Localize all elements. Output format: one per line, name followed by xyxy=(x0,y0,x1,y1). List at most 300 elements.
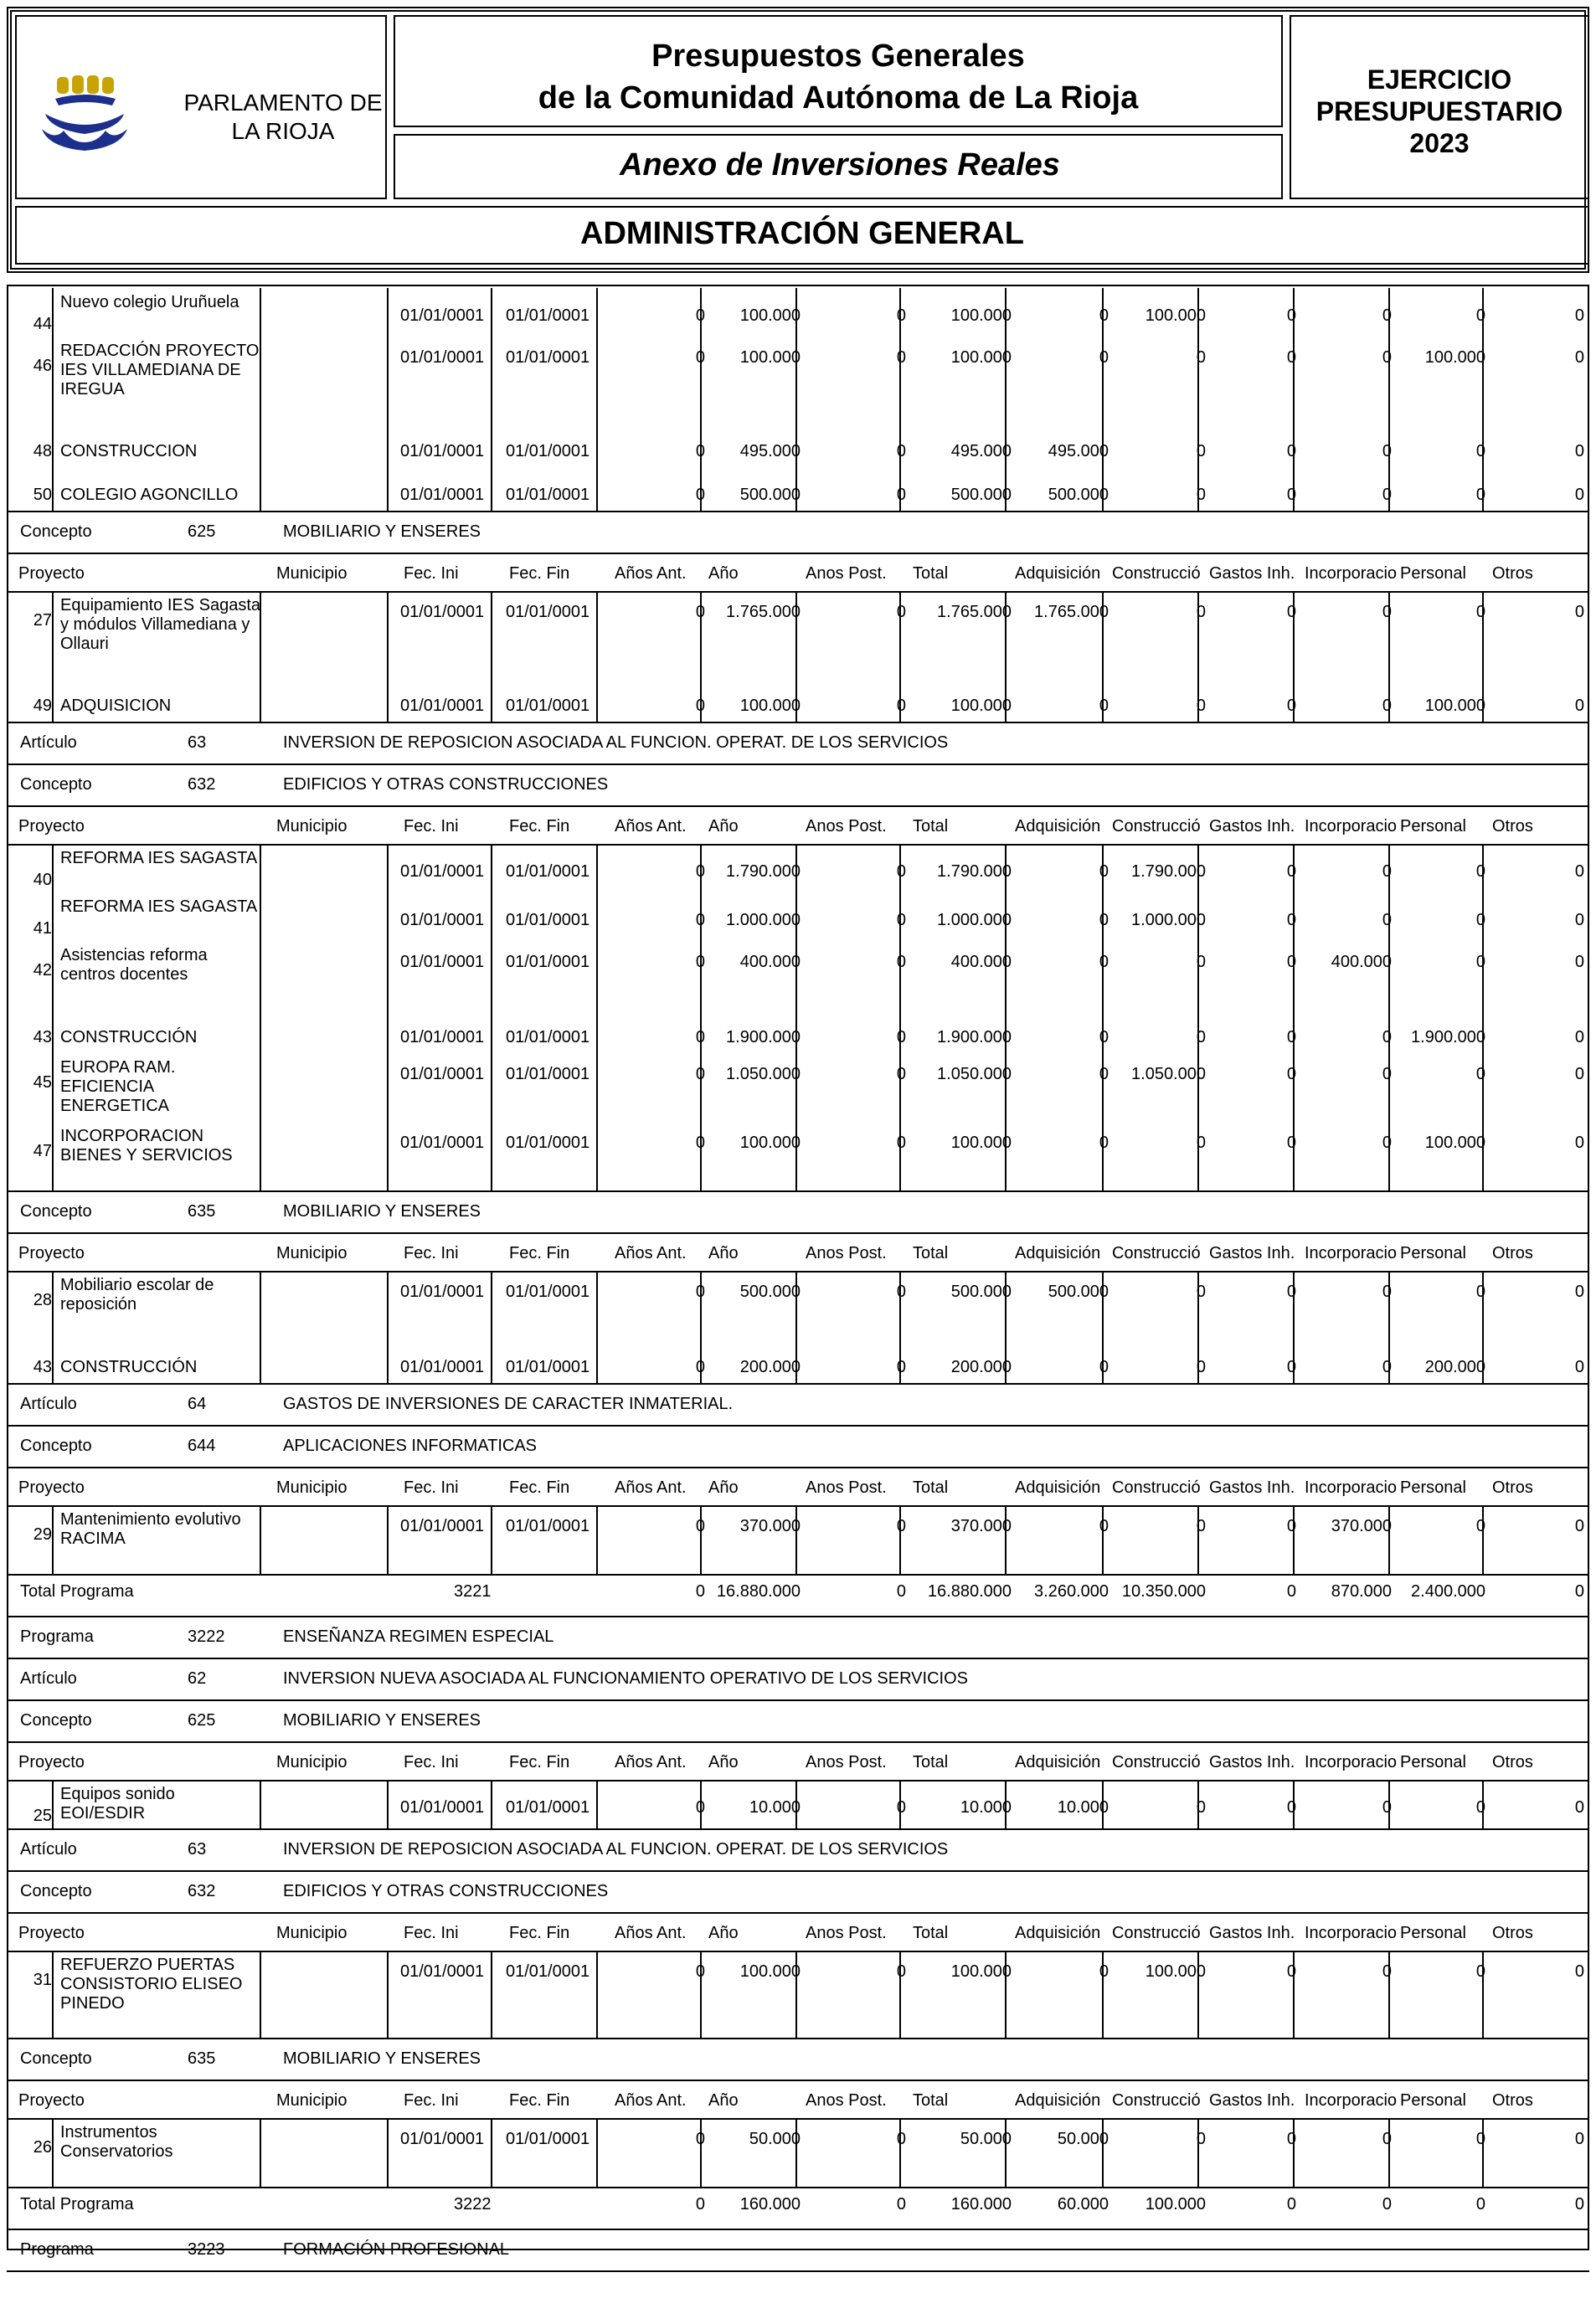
project-name: EUROPA RAM. EFICIENCIA ENERGETICA xyxy=(60,1058,176,1115)
column-header: Año xyxy=(708,564,739,583)
amount-cell: 0 xyxy=(1475,953,1485,971)
project-id: 46 xyxy=(33,357,52,375)
start-date: 01/01/0001 xyxy=(400,348,485,367)
amount-cell: 0 xyxy=(1574,1283,1584,1301)
column-header: Construcció xyxy=(1112,1478,1201,1497)
column-header: Incorporacio xyxy=(1305,1753,1398,1771)
table-row xyxy=(10,844,1586,892)
label-code: 632 xyxy=(188,1882,216,1900)
amount-cell: 500.000 xyxy=(1048,486,1109,504)
label-type: Concepto xyxy=(20,775,92,794)
column-divider xyxy=(260,2118,261,2187)
end-date: 01/01/0001 xyxy=(506,1283,590,1301)
amount-cell: 0 xyxy=(1099,1028,1109,1046)
amount-cell: 0 xyxy=(1475,1283,1485,1301)
column-header: Fec. Fin xyxy=(509,1924,570,1942)
amount-cell: 1.765.000 xyxy=(937,603,1012,621)
amount-cell: 1.000.000 xyxy=(1131,911,1206,929)
start-date: 01/01/0001 xyxy=(400,1798,485,1817)
amount-cell: 0 xyxy=(1286,442,1296,460)
column-header: Gastos Inh. xyxy=(1209,1753,1295,1771)
amount-cell: 0 xyxy=(896,953,906,971)
column-header: Total xyxy=(913,1478,949,1497)
column-divider xyxy=(596,1951,598,2038)
column-divider xyxy=(899,1505,901,1574)
column-header: Incorporacio xyxy=(1305,1244,1398,1262)
total-amount: 0 xyxy=(1286,1582,1296,1601)
column-divider xyxy=(1102,1951,1104,2038)
column-header: Fec. Fin xyxy=(509,1478,570,1497)
column-divider xyxy=(596,288,598,511)
label-type: Concepto xyxy=(20,522,92,541)
exercise-line-2: PRESUPUESTARIO xyxy=(1315,96,1563,126)
start-date: 01/01/0001 xyxy=(400,442,485,460)
amount-cell: 0 xyxy=(695,486,705,504)
section-label-row xyxy=(10,1669,1586,1691)
amount-cell: 100.000 xyxy=(739,348,801,367)
column-header: Total xyxy=(913,2091,949,2110)
row-divider xyxy=(7,2038,1589,2039)
column-header: Año xyxy=(708,2091,739,2110)
amount-cell: 0 xyxy=(695,306,705,325)
start-date: 01/01/0001 xyxy=(400,1517,485,1535)
project-id: 40 xyxy=(33,871,52,889)
amount-cell: 0 xyxy=(1382,2130,1392,2148)
column-header: Municipio xyxy=(276,564,348,583)
total-amount: 2.400.000 xyxy=(1411,1582,1485,1601)
label-code: 3222 xyxy=(188,1627,225,1646)
label-code: 644 xyxy=(188,1437,216,1455)
column-header: Adquisición xyxy=(1015,817,1101,836)
column-header: Total xyxy=(913,1244,949,1262)
title-box xyxy=(394,15,1283,127)
amount-cell: 495.000 xyxy=(739,442,801,460)
column-header: Personal xyxy=(1400,1244,1466,1262)
amount-cell: 10.000 xyxy=(960,1798,1012,1817)
column-divider xyxy=(1102,1271,1104,1383)
row-divider xyxy=(7,553,1589,554)
column-header: Total xyxy=(913,564,949,583)
project-name: INCORPORACION BIENES Y SERVICIOS xyxy=(60,1127,233,1165)
amount-cell: 0 xyxy=(1574,697,1584,715)
table-row xyxy=(10,337,1586,424)
start-date: 01/01/0001 xyxy=(400,1283,485,1301)
column-divider xyxy=(795,1505,797,1574)
total-amount: 100.000 xyxy=(1145,2195,1206,2213)
amount-cell: 0 xyxy=(1382,348,1392,367)
column-header: Construcció xyxy=(1112,2091,1201,2110)
column-header: Anos Post. xyxy=(806,817,887,836)
row-divider xyxy=(7,722,1589,723)
label-type: Concepto xyxy=(20,1437,92,1455)
label-description: APLICACIONES INFORMATICAS xyxy=(283,1437,538,1455)
start-date: 01/01/0001 xyxy=(400,953,485,971)
column-divider xyxy=(899,1951,901,2038)
amount-cell: 500.000 xyxy=(950,1283,1012,1301)
total-label: Total Programa xyxy=(20,2195,134,2213)
column-header: Municipio xyxy=(276,1478,348,1497)
end-date: 01/01/0001 xyxy=(506,348,590,367)
total-amount: 16.880.000 xyxy=(927,1582,1012,1601)
column-header: Año xyxy=(708,1244,739,1262)
amount-cell: 0 xyxy=(1286,306,1296,325)
amount-cell: 0 xyxy=(1099,911,1109,929)
amount-cell: 10.000 xyxy=(749,1798,801,1817)
amount-cell: 1.900.000 xyxy=(937,1028,1012,1046)
start-date: 01/01/0001 xyxy=(400,1028,485,1046)
column-header: Municipio xyxy=(276,1924,348,1942)
section-label-row xyxy=(10,1711,1586,1733)
section-label-row xyxy=(10,2240,1586,2262)
amount-cell: 0 xyxy=(1574,1517,1584,1535)
column-header: Gastos Inh. xyxy=(1209,817,1295,836)
column-divider xyxy=(1388,288,1390,511)
column-divider xyxy=(1388,591,1390,722)
amount-cell: 0 xyxy=(1475,2130,1485,2148)
column-header: Construcció xyxy=(1112,817,1201,836)
amount-cell: 0 xyxy=(1196,1283,1206,1301)
end-date: 01/01/0001 xyxy=(506,1962,590,1981)
amount-cell: 0 xyxy=(1196,1134,1206,1152)
amount-cell: 1.050.000 xyxy=(937,1065,1012,1083)
amount-cell: 0 xyxy=(896,911,906,929)
amount-cell: 0 xyxy=(1475,442,1485,460)
label-type: Concepto xyxy=(20,1711,92,1730)
amount-cell: 50.000 xyxy=(749,2130,801,2148)
column-header: Incorporacio xyxy=(1305,2091,1398,2110)
row-divider xyxy=(7,1425,1589,1427)
column-header: Incorporacio xyxy=(1305,817,1398,836)
label-description: INVERSION NUEVA ASOCIADA AL FUNCIONAMIENTO OPERATIVO DE LOS SERVICIOS xyxy=(283,1669,968,1688)
column-header: Año xyxy=(708,817,739,836)
table-row xyxy=(10,1339,1586,1383)
column-header: Municipio xyxy=(276,1753,348,1771)
section-label-row xyxy=(10,1202,1586,1224)
start-date: 01/01/0001 xyxy=(400,486,485,504)
column-divider xyxy=(1102,1505,1104,1574)
total-amount: 0 xyxy=(695,2195,705,2213)
amount-cell: 0 xyxy=(1574,911,1584,929)
table-row xyxy=(10,1505,1586,1574)
column-header-row xyxy=(10,1478,1586,1500)
amount-cell: 0 xyxy=(1574,486,1584,504)
amount-cell: 0 xyxy=(695,442,705,460)
amount-cell: 500.000 xyxy=(739,486,801,504)
amount-cell: 0 xyxy=(1196,1798,1206,1817)
column-header: Personal xyxy=(1400,1478,1466,1497)
start-date: 01/01/0001 xyxy=(400,1962,485,1981)
project-id: 47 xyxy=(33,1142,52,1160)
amount-cell: 0 xyxy=(1196,2130,1206,2148)
amount-cell: 0 xyxy=(1286,1798,1296,1817)
row-divider xyxy=(7,511,1589,512)
amount-cell: 100.000 xyxy=(1424,348,1485,367)
project-id: 41 xyxy=(33,919,52,938)
column-header: Total xyxy=(913,817,949,836)
amount-cell: 0 xyxy=(1196,1028,1206,1046)
column-divider xyxy=(260,1951,261,2038)
column-header: Municipio xyxy=(276,1244,348,1262)
project-id: 31 xyxy=(33,1971,52,1989)
column-header: Fec. Ini xyxy=(404,2091,459,2110)
label-code: 64 xyxy=(188,1395,207,1413)
section-box xyxy=(15,206,1589,265)
column-divider xyxy=(1197,591,1199,722)
project-name: Equipos sonido EOI/ESDIR xyxy=(60,1785,175,1823)
column-divider xyxy=(700,1780,702,1828)
amount-cell: 100.000 xyxy=(739,1962,801,1981)
column-divider xyxy=(596,591,598,722)
amount-cell: 0 xyxy=(695,1517,705,1535)
amount-cell: 0 xyxy=(1475,1798,1485,1817)
column-divider xyxy=(1102,844,1104,1190)
annex-title: Anexo de Inversiones Reales xyxy=(620,147,1060,183)
project-id: 49 xyxy=(33,697,52,715)
amount-cell: 0 xyxy=(695,1065,705,1083)
amount-cell: 0 xyxy=(1196,1517,1206,1535)
column-divider xyxy=(1197,1780,1199,1828)
amount-cell: 0 xyxy=(896,1798,906,1817)
total-row xyxy=(10,2195,1586,2217)
column-header: Adquisición xyxy=(1015,2091,1101,2110)
amount-cell: 0 xyxy=(1286,697,1296,715)
amount-cell: 0 xyxy=(1286,911,1296,929)
amount-cell: 0 xyxy=(695,1962,705,1981)
end-date: 01/01/0001 xyxy=(506,953,590,971)
column-divider xyxy=(1388,844,1390,1190)
column-divider xyxy=(52,1780,54,1828)
label-type: Concepto xyxy=(20,2049,92,2068)
amount-cell: 1.000.000 xyxy=(726,911,801,929)
column-divider xyxy=(491,288,492,511)
project-id: 26 xyxy=(33,2138,52,2157)
project-id: 28 xyxy=(33,1291,52,1309)
label-type: Artículo xyxy=(20,1669,77,1688)
end-date: 01/01/0001 xyxy=(506,1358,590,1376)
amount-cell: 0 xyxy=(1382,862,1392,881)
column-header: Incorporacio xyxy=(1305,564,1398,583)
amount-cell: 0 xyxy=(1382,1358,1392,1376)
end-date: 01/01/0001 xyxy=(506,1028,590,1046)
amount-cell: 0 xyxy=(1099,1962,1109,1981)
project-id: 50 xyxy=(33,486,52,504)
label-description: INVERSION DE REPOSICION ASOCIADA AL FUNCION. OPERAT. DE LOS SERVICIOS xyxy=(283,733,949,752)
amount-cell: 0 xyxy=(1286,1065,1296,1083)
column-divider xyxy=(260,844,261,1190)
amount-cell: 100.000 xyxy=(950,697,1012,715)
column-header: Otros xyxy=(1492,817,1533,836)
row-divider xyxy=(7,1870,1589,1872)
total-row xyxy=(10,1582,1586,1604)
end-date: 01/01/0001 xyxy=(506,697,590,715)
project-id: 42 xyxy=(33,961,52,979)
amount-cell: 0 xyxy=(896,1962,906,1981)
label-description: FORMACIÓN PROFESIONAL xyxy=(283,2240,510,2259)
total-amount: 0 xyxy=(1382,2195,1392,2213)
amount-cell: 370.000 xyxy=(1331,1517,1392,1535)
column-header: Anos Post. xyxy=(806,2091,887,2110)
column-divider xyxy=(1102,591,1104,722)
project-name: CONSTRUCCIÓN xyxy=(60,1358,198,1376)
total-amount: 0 xyxy=(1286,2195,1296,2213)
amount-cell: 100.000 xyxy=(950,306,1012,325)
amount-cell: 100.000 xyxy=(1145,1962,1206,1981)
amount-cell: 0 xyxy=(1475,1517,1485,1535)
column-divider xyxy=(1005,288,1007,511)
column-divider xyxy=(1197,1505,1199,1574)
column-divider xyxy=(1293,1780,1295,1828)
total-amount: 0 xyxy=(896,2195,906,2213)
label-code: 625 xyxy=(188,522,216,541)
table-row xyxy=(10,1271,1586,1339)
column-header: Año xyxy=(708,1924,739,1942)
label-code: 625 xyxy=(188,1711,216,1730)
column-divider xyxy=(491,591,492,722)
amount-cell: 100.000 xyxy=(1145,306,1206,325)
amount-cell: 0 xyxy=(1286,862,1296,881)
column-header: Fec. Fin xyxy=(509,1244,570,1262)
table-row xyxy=(10,467,1586,511)
column-header: Anos Post. xyxy=(806,564,887,583)
amount-cell: 0 xyxy=(695,2130,705,2148)
column-header: Construcció xyxy=(1112,1753,1201,1771)
row-divider xyxy=(7,1190,1589,1192)
label-description: MOBILIARIO Y ENSERES xyxy=(283,1202,481,1221)
end-date: 01/01/0001 xyxy=(506,862,590,881)
amount-cell: 0 xyxy=(1382,1028,1392,1046)
parliament-line-1: PARLAMENTO DE xyxy=(183,90,383,116)
parliament-logo-box xyxy=(15,15,387,199)
label-description: MOBILIARIO Y ENSERES xyxy=(283,522,481,541)
amount-cell: 1.790.000 xyxy=(1131,862,1206,881)
column-divider xyxy=(260,1780,261,1828)
label-code: 635 xyxy=(188,1202,216,1221)
amount-cell: 0 xyxy=(896,1358,906,1376)
amount-cell: 0 xyxy=(1099,862,1109,881)
label-description: MOBILIARIO Y ENSERES xyxy=(283,2049,481,2068)
column-header: Fec. Ini xyxy=(404,1478,459,1497)
amount-cell: 0 xyxy=(1574,862,1584,881)
total-amount: 160.000 xyxy=(950,2195,1012,2213)
column-header: Gastos Inh. xyxy=(1209,1244,1295,1262)
column-divider xyxy=(1482,2118,1484,2187)
amount-cell: 0 xyxy=(896,348,906,367)
column-header: Años Ant. xyxy=(615,817,687,836)
column-divider xyxy=(596,1780,598,1828)
amount-cell: 0 xyxy=(1475,862,1485,881)
end-date: 01/01/0001 xyxy=(506,306,590,325)
end-date: 01/01/0001 xyxy=(506,603,590,621)
column-header: Personal xyxy=(1400,1753,1466,1771)
annex-box xyxy=(394,134,1283,199)
table-row xyxy=(10,1053,1586,1122)
column-divider xyxy=(596,2118,598,2187)
amount-cell: 0 xyxy=(1196,486,1206,504)
row-divider xyxy=(7,1383,1589,1385)
amount-cell: 100.000 xyxy=(950,1962,1012,1981)
column-header: Adquisición xyxy=(1015,1244,1101,1262)
project-id: 43 xyxy=(33,1028,52,1046)
column-header: Años Ant. xyxy=(615,564,687,583)
section-label-row xyxy=(10,1840,1586,1862)
column-header: Gastos Inh. xyxy=(1209,2091,1295,2110)
amount-cell: 0 xyxy=(1574,1962,1584,1981)
project-name: REDACCIÓN PROYECTO IES VILLAMEDIANA DE IREGUA xyxy=(60,342,260,398)
project-name: Mobiliario escolar de reposición xyxy=(60,1276,214,1314)
total-code: 3221 xyxy=(454,1582,492,1601)
column-header: Gastos Inh. xyxy=(1209,1924,1295,1942)
label-description: INVERSION DE REPOSICION ASOCIADA AL FUNCION. OPERAT. DE LOS SERVICIOS xyxy=(283,1840,949,1859)
amount-cell: 0 xyxy=(695,1028,705,1046)
row-divider xyxy=(7,1232,1589,1234)
column-header-row xyxy=(10,1244,1586,1266)
title-line-1: Presupuestos Generales xyxy=(651,39,1025,74)
column-header: Años Ant. xyxy=(615,1478,687,1497)
amount-cell: 0 xyxy=(695,1358,705,1376)
column-divider xyxy=(596,1505,598,1574)
project-name: CONSTRUCCION xyxy=(60,442,198,460)
column-divider xyxy=(700,288,702,511)
amount-cell: 0 xyxy=(1196,603,1206,621)
project-name: REFUERZO PUERTAS CONSISTORIO ELISEO PINEDO xyxy=(60,1956,243,2013)
column-header: Otros xyxy=(1492,564,1533,583)
amount-cell: 0 xyxy=(1475,486,1485,504)
project-id: 48 xyxy=(33,442,52,460)
project-id: 25 xyxy=(33,1807,52,1825)
column-divider xyxy=(52,591,54,722)
column-divider xyxy=(260,1505,261,1574)
amount-cell: 0 xyxy=(1099,1065,1109,1083)
total-amount: 3.260.000 xyxy=(1034,1582,1109,1601)
column-divider xyxy=(700,591,702,722)
amount-cell: 200.000 xyxy=(950,1358,1012,1376)
column-divider xyxy=(1482,1780,1484,1828)
amount-cell: 1.900.000 xyxy=(1411,1028,1485,1046)
end-date: 01/01/0001 xyxy=(506,442,590,460)
section-label-row xyxy=(10,1882,1586,1904)
section-label-row xyxy=(10,1437,1586,1458)
amount-cell: 0 xyxy=(1475,306,1485,325)
label-type: Artículo xyxy=(20,733,77,752)
column-divider xyxy=(491,844,492,1190)
total-code: 3222 xyxy=(454,2195,492,2213)
amount-cell: 10.000 xyxy=(1057,1798,1109,1817)
section-title: ADMINISTRACIÓN GENERAL xyxy=(580,216,1024,251)
label-type: Programa xyxy=(20,2240,94,2259)
table-row xyxy=(10,892,1586,941)
column-header: Fec. Ini xyxy=(404,1753,459,1771)
end-date: 01/01/0001 xyxy=(506,911,590,929)
amount-cell: 0 xyxy=(896,442,906,460)
column-divider xyxy=(491,1780,492,1828)
amount-cell: 0 xyxy=(1382,1283,1392,1301)
amount-cell: 0 xyxy=(1286,953,1296,971)
row-divider xyxy=(7,1741,1589,1743)
column-divider xyxy=(1482,591,1484,722)
table-row xyxy=(10,288,1586,337)
label-description: GASTOS DE INVERSIONES DE CARACTER INMATERIAL. xyxy=(283,1395,734,1413)
table-row xyxy=(10,941,1586,1010)
label-code: 63 xyxy=(188,733,207,752)
amount-cell: 0 xyxy=(1382,486,1392,504)
column-divider xyxy=(899,1780,901,1828)
amount-cell: 0 xyxy=(1574,1028,1584,1046)
amount-cell: 0 xyxy=(1196,1358,1206,1376)
column-divider xyxy=(1102,1780,1104,1828)
amount-cell: 0 xyxy=(1382,1134,1392,1152)
amount-cell: 0 xyxy=(1286,2130,1296,2148)
column-divider xyxy=(1102,288,1104,511)
